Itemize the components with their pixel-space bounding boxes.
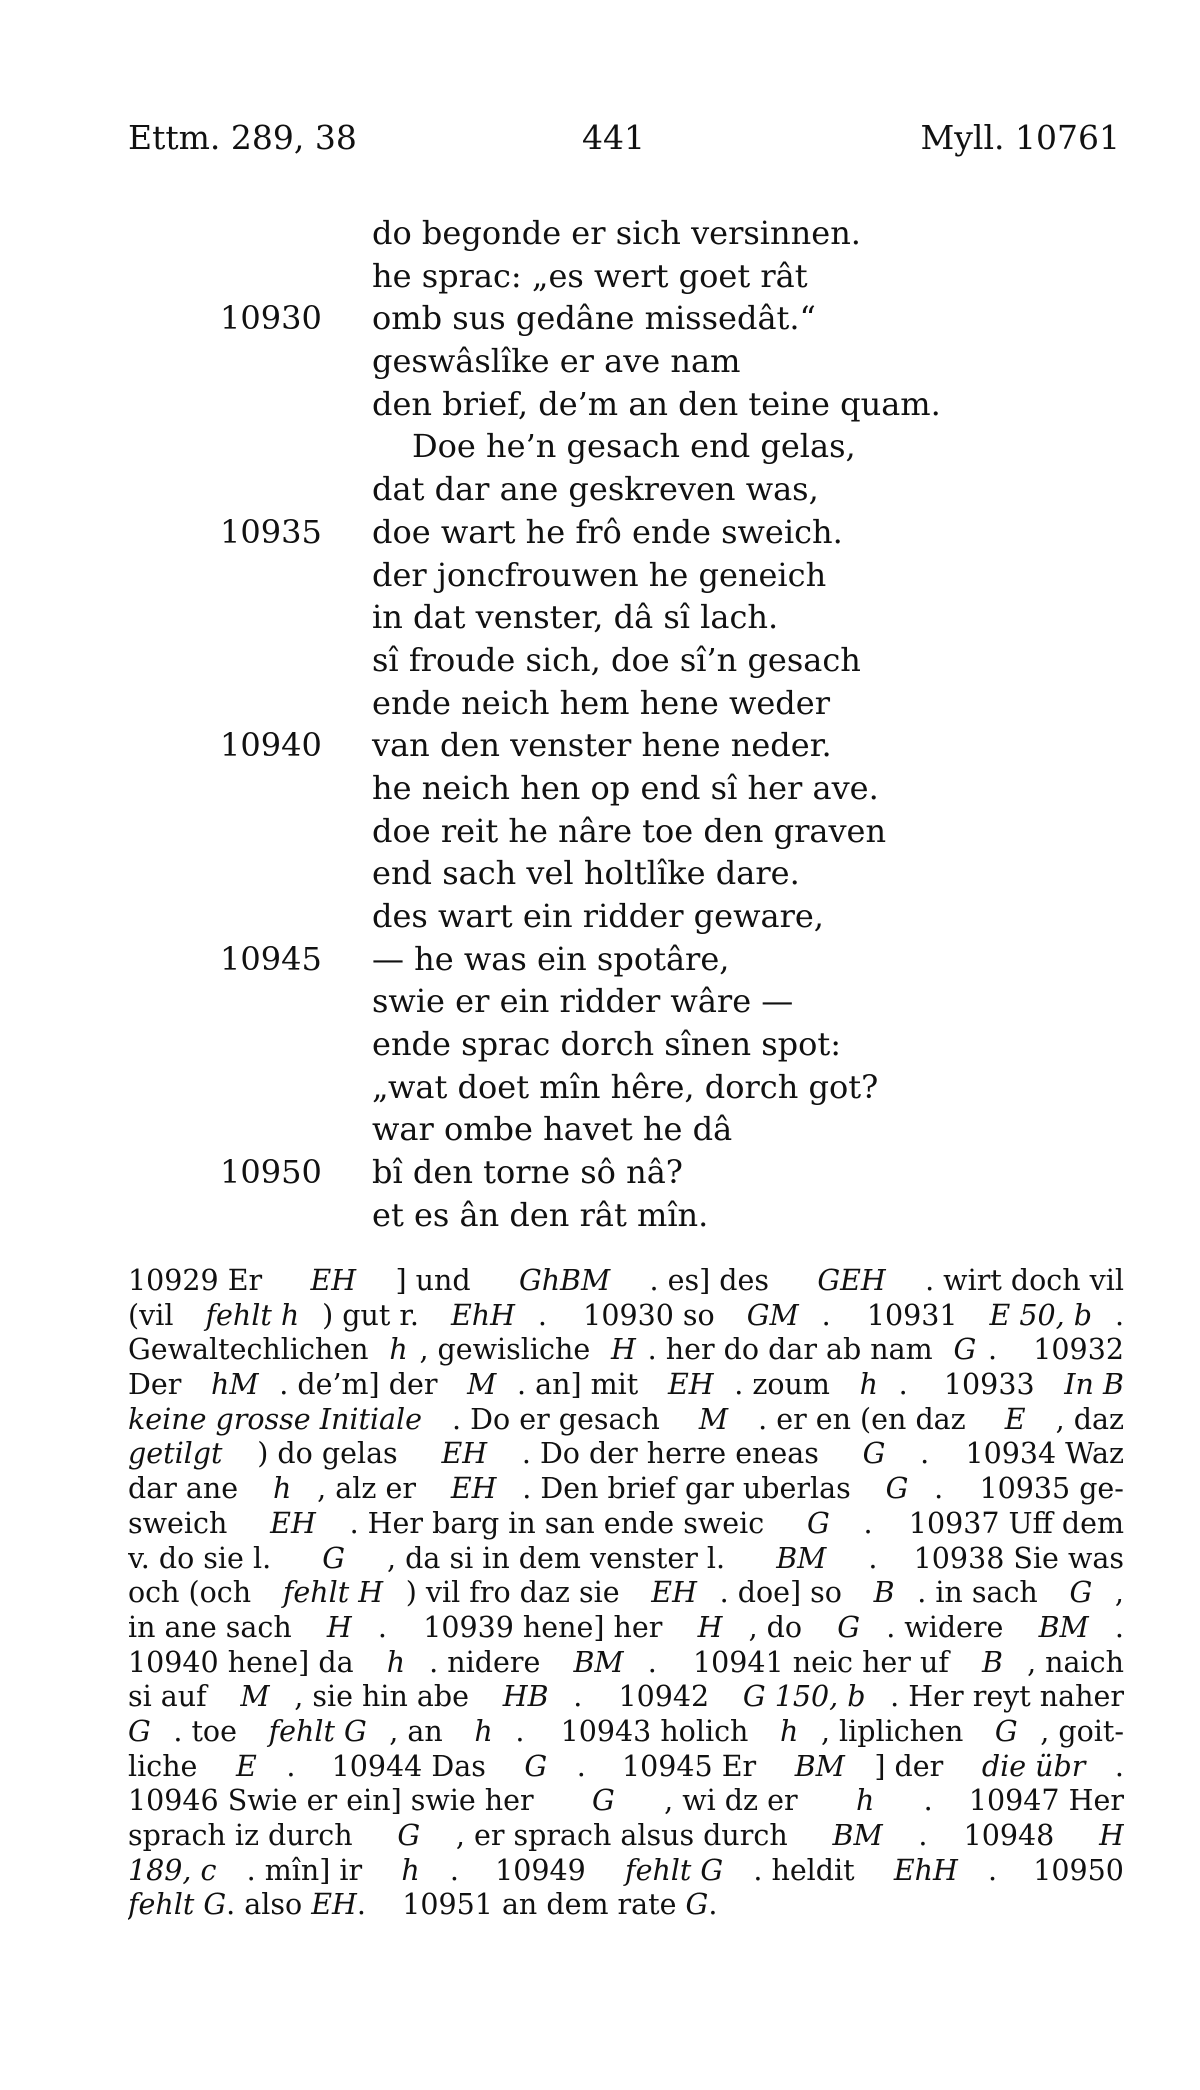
verse-text-line: he neich hen op end sî her ave. — [372, 768, 879, 807]
apparatus-siglum: E — [1004, 1402, 1026, 1436]
apparatus-text: , daz — [1055, 1402, 1124, 1436]
verse-line — [0, 1108, 1200, 1151]
apparatus-text: . mîn] ir — [246, 1853, 372, 1887]
apparatus-text: . Den brief gar uberlas — [522, 1472, 860, 1506]
apparatus-text: . es] des — [649, 1264, 779, 1297]
apparatus-line — [128, 1368, 1124, 1403]
apparatus-siglum: h — [389, 1333, 408, 1367]
verse-line — [0, 554, 1200, 597]
apparatus-text: . 10944 Das — [286, 1749, 495, 1783]
apparatus-siglum: EhH — [450, 1298, 515, 1332]
verse-line — [0, 383, 1200, 426]
apparatus-siglum: G 150, b — [742, 1680, 866, 1714]
verse-line — [0, 297, 1200, 340]
apparatus-line — [128, 1646, 1124, 1681]
apparatus-siglum: keine grosse Initiale — [128, 1402, 423, 1436]
apparatus-siglum: BM — [573, 1645, 624, 1679]
apparatus-text: . 10939 hene] her — [377, 1610, 672, 1644]
apparatus-text: sweich — [128, 1506, 237, 1540]
apparatus-text: . 10945 Er — [576, 1749, 766, 1783]
verse-line — [0, 639, 1200, 682]
verse-text-line: in dat venster, dâ sî lach. — [372, 598, 779, 637]
verse-line — [0, 468, 1200, 511]
apparatus-siglum: G — [592, 1784, 615, 1818]
apparatus-text: dar ane — [128, 1472, 248, 1506]
apparatus-line — [128, 1507, 1124, 1542]
apparatus-siglum: G — [806, 1506, 830, 1540]
apparatus-siglum: H — [1099, 1819, 1124, 1852]
verse-text-line: ende sprac dorch sînen spot: — [372, 1025, 842, 1064]
apparatus-text: . Her reyt naher — [890, 1680, 1124, 1714]
apparatus-line — [128, 1576, 1124, 1611]
line-number: 10945 — [220, 939, 322, 978]
apparatus-text: . toe — [173, 1714, 246, 1748]
verse-text-line: des wart ein ridder geware, — [372, 897, 824, 935]
apparatus-siglum: M — [240, 1680, 270, 1714]
verse-text-line: he sprac: „es wert goet rât — [372, 256, 808, 295]
apparatus-siglum: GhBM — [518, 1264, 611, 1297]
verse-line — [0, 1151, 1200, 1194]
apparatus-siglum: G — [994, 1714, 1018, 1748]
apparatus-text: ) gut r. — [322, 1298, 429, 1332]
apparatus-line — [128, 1542, 1124, 1577]
apparatus-text: . 10941 neic her uf — [647, 1645, 958, 1679]
line-number: 10940 — [220, 726, 322, 765]
apparatus-siglum: H — [611, 1333, 636, 1367]
apparatus-text: 10929 Er — [128, 1264, 272, 1297]
apparatus-text: , goit- — [1040, 1714, 1124, 1748]
apparatus-text: . heldit — [753, 1853, 864, 1887]
apparatus-text: . an] mit — [517, 1368, 648, 1402]
apparatus-text: , er sprach alsus durch — [455, 1819, 797, 1852]
verse-text-line: den brief, de’m an den teine quam. — [372, 384, 941, 423]
running-head-left: Ettm. 289, 38 — [128, 118, 357, 157]
apparatus-text: , do — [748, 1610, 812, 1644]
apparatus-text: . — [1114, 1749, 1124, 1783]
apparatus-text: , da si in dem venster l. — [387, 1541, 735, 1575]
verse-text-line: ende neich hem hene weder — [372, 683, 830, 722]
apparatus-siglum: 189, c — [128, 1853, 217, 1887]
apparatus-text: (vil — [128, 1298, 183, 1332]
running-head-right: Myll. 10761 — [920, 118, 1120, 157]
apparatus-siglum: H — [697, 1610, 723, 1644]
apparatus-siglum: G — [397, 1819, 421, 1852]
apparatus-siglum: E 50, b — [989, 1298, 1093, 1332]
line-number: 10950 — [220, 1153, 322, 1192]
apparatus-text: , gewisliche — [419, 1333, 600, 1367]
apparatus-text: . Do der herre eneas — [521, 1437, 828, 1471]
verse-text-line: „wat doet mîn hêre, dorch got? — [372, 1067, 879, 1106]
apparatus-text: ) do gelas — [257, 1437, 407, 1471]
apparatus-siglum: die übr — [981, 1749, 1086, 1783]
verse-line — [0, 1023, 1200, 1066]
apparatus-text: . 10948 — [918, 1819, 1064, 1852]
apparatus-siglum: EH — [651, 1576, 697, 1610]
apparatus-siglum: G — [322, 1541, 346, 1575]
apparatus-siglum: E — [236, 1749, 257, 1783]
apparatus-text: . doe] so — [719, 1576, 851, 1610]
apparatus-text: . 10943 holich — [515, 1714, 758, 1748]
apparatus-text: 10940 hene] da — [128, 1645, 363, 1679]
apparatus-siglum: G — [524, 1749, 548, 1783]
apparatus-text: , liplichen — [820, 1714, 973, 1748]
apparatus-siglum: G — [953, 1333, 977, 1367]
apparatus-text: . her do dar ab nam — [647, 1333, 942, 1367]
verse-text-line: sî froude sich, doe sî’n gesach — [372, 640, 861, 679]
apparatus-siglum: In B — [1064, 1368, 1124, 1402]
apparatus-siglum: HB — [502, 1680, 549, 1714]
apparatus-line — [128, 1264, 1124, 1299]
apparatus-text: Der — [128, 1368, 191, 1402]
apparatus-text: , wi dz er — [664, 1784, 807, 1818]
apparatus-text: . 10933 — [898, 1368, 1044, 1402]
apparatus-text: . 10938 Sie was — [868, 1541, 1124, 1575]
apparatus-text: . de’m] der — [279, 1368, 447, 1402]
apparatus-line — [128, 1819, 1124, 1854]
apparatus-line — [128, 1680, 1124, 1715]
apparatus-text: sprach iz durch — [128, 1819, 362, 1852]
verse-line — [0, 895, 1200, 938]
apparatus-text: , sie hin abe — [294, 1680, 479, 1714]
verse-line — [0, 1194, 1200, 1237]
apparatus-text: . Do er gesach — [452, 1402, 669, 1436]
apparatus-text: . widere — [886, 1610, 1013, 1644]
verse-line — [0, 938, 1200, 981]
line-number: 10935 — [220, 512, 322, 551]
apparatus-text: och (och — [128, 1576, 261, 1610]
apparatus-siglum: h — [859, 1368, 878, 1402]
apparatus-text: . 10932 — [988, 1333, 1124, 1367]
apparatus-siglum: EH — [441, 1437, 488, 1471]
apparatus-siglum: h — [273, 1472, 292, 1506]
verse-line — [0, 1066, 1200, 1109]
apparatus-siglum: h — [386, 1645, 406, 1679]
verse-text-line: Doe he’n gesach end gelas, — [412, 427, 856, 466]
apparatus-line — [128, 1715, 1124, 1750]
apparatus-siglum: fehlt G — [128, 1888, 227, 1922]
verse-line — [0, 724, 1200, 767]
verse-text-line: van den venster hene neder. — [372, 726, 832, 765]
apparatus-siglum: fehlt H — [282, 1576, 384, 1610]
apparatus-text: . 10930 so — [537, 1298, 724, 1332]
apparatus-siglum: G — [837, 1610, 861, 1644]
apparatus-text: , — [1114, 1576, 1124, 1610]
apparatus-text: . 10937 Uff dem — [863, 1506, 1124, 1540]
apparatus-text: . 10947 Her — [923, 1784, 1124, 1818]
apparatus-text: . also — [226, 1888, 312, 1922]
apparatus-siglum: G — [862, 1437, 886, 1471]
apparatus-siglum: h — [474, 1714, 493, 1748]
apparatus-siglum: EH — [450, 1472, 497, 1506]
verse-text-line: — he was ein spotâre, — [372, 939, 730, 978]
apparatus-siglum: GM — [746, 1298, 799, 1332]
verse-text-line: war ombe havet he dâ — [372, 1110, 733, 1149]
verse-text-line: geswâslîke er ave nam — [372, 342, 741, 381]
apparatus-text: ] der — [874, 1749, 953, 1783]
apparatus-text: , naich — [1027, 1645, 1124, 1679]
apparatus-text: . — [1114, 1298, 1124, 1332]
apparatus-line — [128, 1888, 1124, 1923]
verse-line — [0, 255, 1200, 298]
verse-text-line: do begonde er sich versinnen. — [372, 214, 861, 252]
apparatus-siglum: BM — [794, 1749, 845, 1783]
verse-text-line: omb sus gedâne missedât.“ — [372, 299, 816, 338]
apparatus-text: 10946 Swie er ein] swie her — [128, 1784, 543, 1818]
verse-line — [0, 852, 1200, 895]
verse-line — [0, 980, 1200, 1023]
apparatus-line — [128, 1611, 1124, 1646]
apparatus-siglum: G — [685, 1888, 709, 1922]
apparatus-siglum: fehlt h — [205, 1298, 300, 1332]
apparatus-siglum: h — [780, 1714, 799, 1748]
apparatus-siglum: G — [885, 1472, 909, 1506]
apparatus-text: Gewaltechlichen — [128, 1333, 378, 1367]
apparatus-siglum: GEH — [817, 1264, 886, 1297]
apparatus-text: . 10935 ge- — [934, 1472, 1124, 1506]
apparatus-siglum: EH — [270, 1506, 316, 1540]
apparatus-line — [128, 1750, 1124, 1785]
critical-apparatus — [128, 1264, 1124, 1923]
apparatus-text: . wirt doch vil — [925, 1264, 1124, 1297]
apparatus-text: . 10951 an dem rate — [356, 1888, 686, 1922]
apparatus-text: . in sach — [917, 1576, 1047, 1610]
verse-line — [0, 425, 1200, 468]
verse-line — [0, 682, 1200, 725]
apparatus-line — [128, 1472, 1124, 1507]
apparatus-text: . nidere — [429, 1645, 550, 1679]
apparatus-text: liche — [128, 1749, 207, 1783]
apparatus-text: . zoum — [734, 1368, 839, 1402]
apparatus-siglum: EH — [311, 1888, 357, 1922]
apparatus-text: ] und — [395, 1264, 480, 1297]
apparatus-text: . er en (en daz — [758, 1402, 975, 1436]
apparatus-siglum: BM — [776, 1541, 827, 1575]
apparatus-text: in ane sach — [128, 1610, 301, 1644]
apparatus-text: ) vil fro daz sie — [405, 1576, 629, 1610]
verse-text-line: et es ân den rât mîn. — [372, 1195, 709, 1234]
apparatus-siglum: H — [326, 1610, 352, 1644]
verse-line — [0, 511, 1200, 554]
apparatus-text: si auf — [128, 1680, 216, 1714]
apparatus-line — [128, 1403, 1124, 1438]
verse-text-line: swie er ein ridder wâre — — [372, 982, 794, 1021]
apparatus-siglum: BM — [1038, 1610, 1089, 1644]
verse-text-line: bî den torne sô nâ? — [372, 1153, 683, 1192]
apparatus-siglum: G — [128, 1714, 151, 1748]
verse-line — [0, 212, 1200, 255]
apparatus-text: . 10931 — [821, 1298, 967, 1332]
apparatus-siglum: B — [873, 1576, 895, 1610]
apparatus-siglum: EhH — [893, 1853, 958, 1887]
apparatus-text: . — [708, 1888, 718, 1922]
verse-text-line: der joncfrouwen he geneich — [372, 555, 827, 594]
apparatus-siglum: EH — [310, 1264, 357, 1297]
apparatus-text: . 10934 Waz — [920, 1437, 1124, 1471]
apparatus-siglum: getilgt — [128, 1437, 223, 1471]
apparatus-text: . 10949 — [449, 1853, 595, 1887]
apparatus-line — [128, 1437, 1124, 1472]
apparatus-text: v. do sie l. — [128, 1541, 281, 1575]
apparatus-siglum: M — [698, 1402, 729, 1436]
verse-text-line: doe reit he nâre toe den graven — [372, 811, 887, 850]
apparatus-siglum: fehlt G — [268, 1714, 367, 1748]
apparatus-siglum: BM — [832, 1819, 883, 1852]
verse-text-line: dat dar ane geskreven was, — [372, 470, 819, 509]
apparatus-text: . 10950 — [987, 1853, 1124, 1887]
verse-line — [0, 596, 1200, 639]
apparatus-siglum: hM — [211, 1368, 259, 1402]
apparatus-siglum: M — [467, 1368, 497, 1402]
apparatus-siglum: h — [855, 1784, 875, 1818]
verse-text — [0, 212, 1200, 1237]
apparatus-line — [128, 1854, 1124, 1889]
verse-line — [0, 340, 1200, 383]
apparatus-text: , an — [389, 1714, 452, 1748]
apparatus-line — [128, 1299, 1124, 1334]
verse-line — [0, 810, 1200, 853]
verse-text-line: end sach vel holtlîke dare. — [372, 854, 800, 893]
apparatus-siglum: B — [982, 1645, 1003, 1679]
apparatus-line — [128, 1784, 1124, 1819]
apparatus-text: . — [1114, 1610, 1124, 1644]
apparatus-text: , alz er — [317, 1472, 426, 1506]
apparatus-siglum: EH — [667, 1368, 714, 1402]
line-number: 10930 — [220, 299, 322, 338]
apparatus-siglum: fehlt G — [625, 1853, 724, 1887]
page-number: 441 — [582, 118, 645, 157]
apparatus-text: . Her barg in san ende sweic — [349, 1506, 774, 1540]
verse-text-line: doe wart he frô ende sweich. — [372, 512, 843, 551]
apparatus-siglum: G — [1069, 1576, 1093, 1610]
apparatus-line — [128, 1333, 1124, 1368]
apparatus-siglum: h — [401, 1853, 420, 1887]
verse-line — [0, 767, 1200, 810]
apparatus-text: . 10942 — [573, 1680, 719, 1714]
